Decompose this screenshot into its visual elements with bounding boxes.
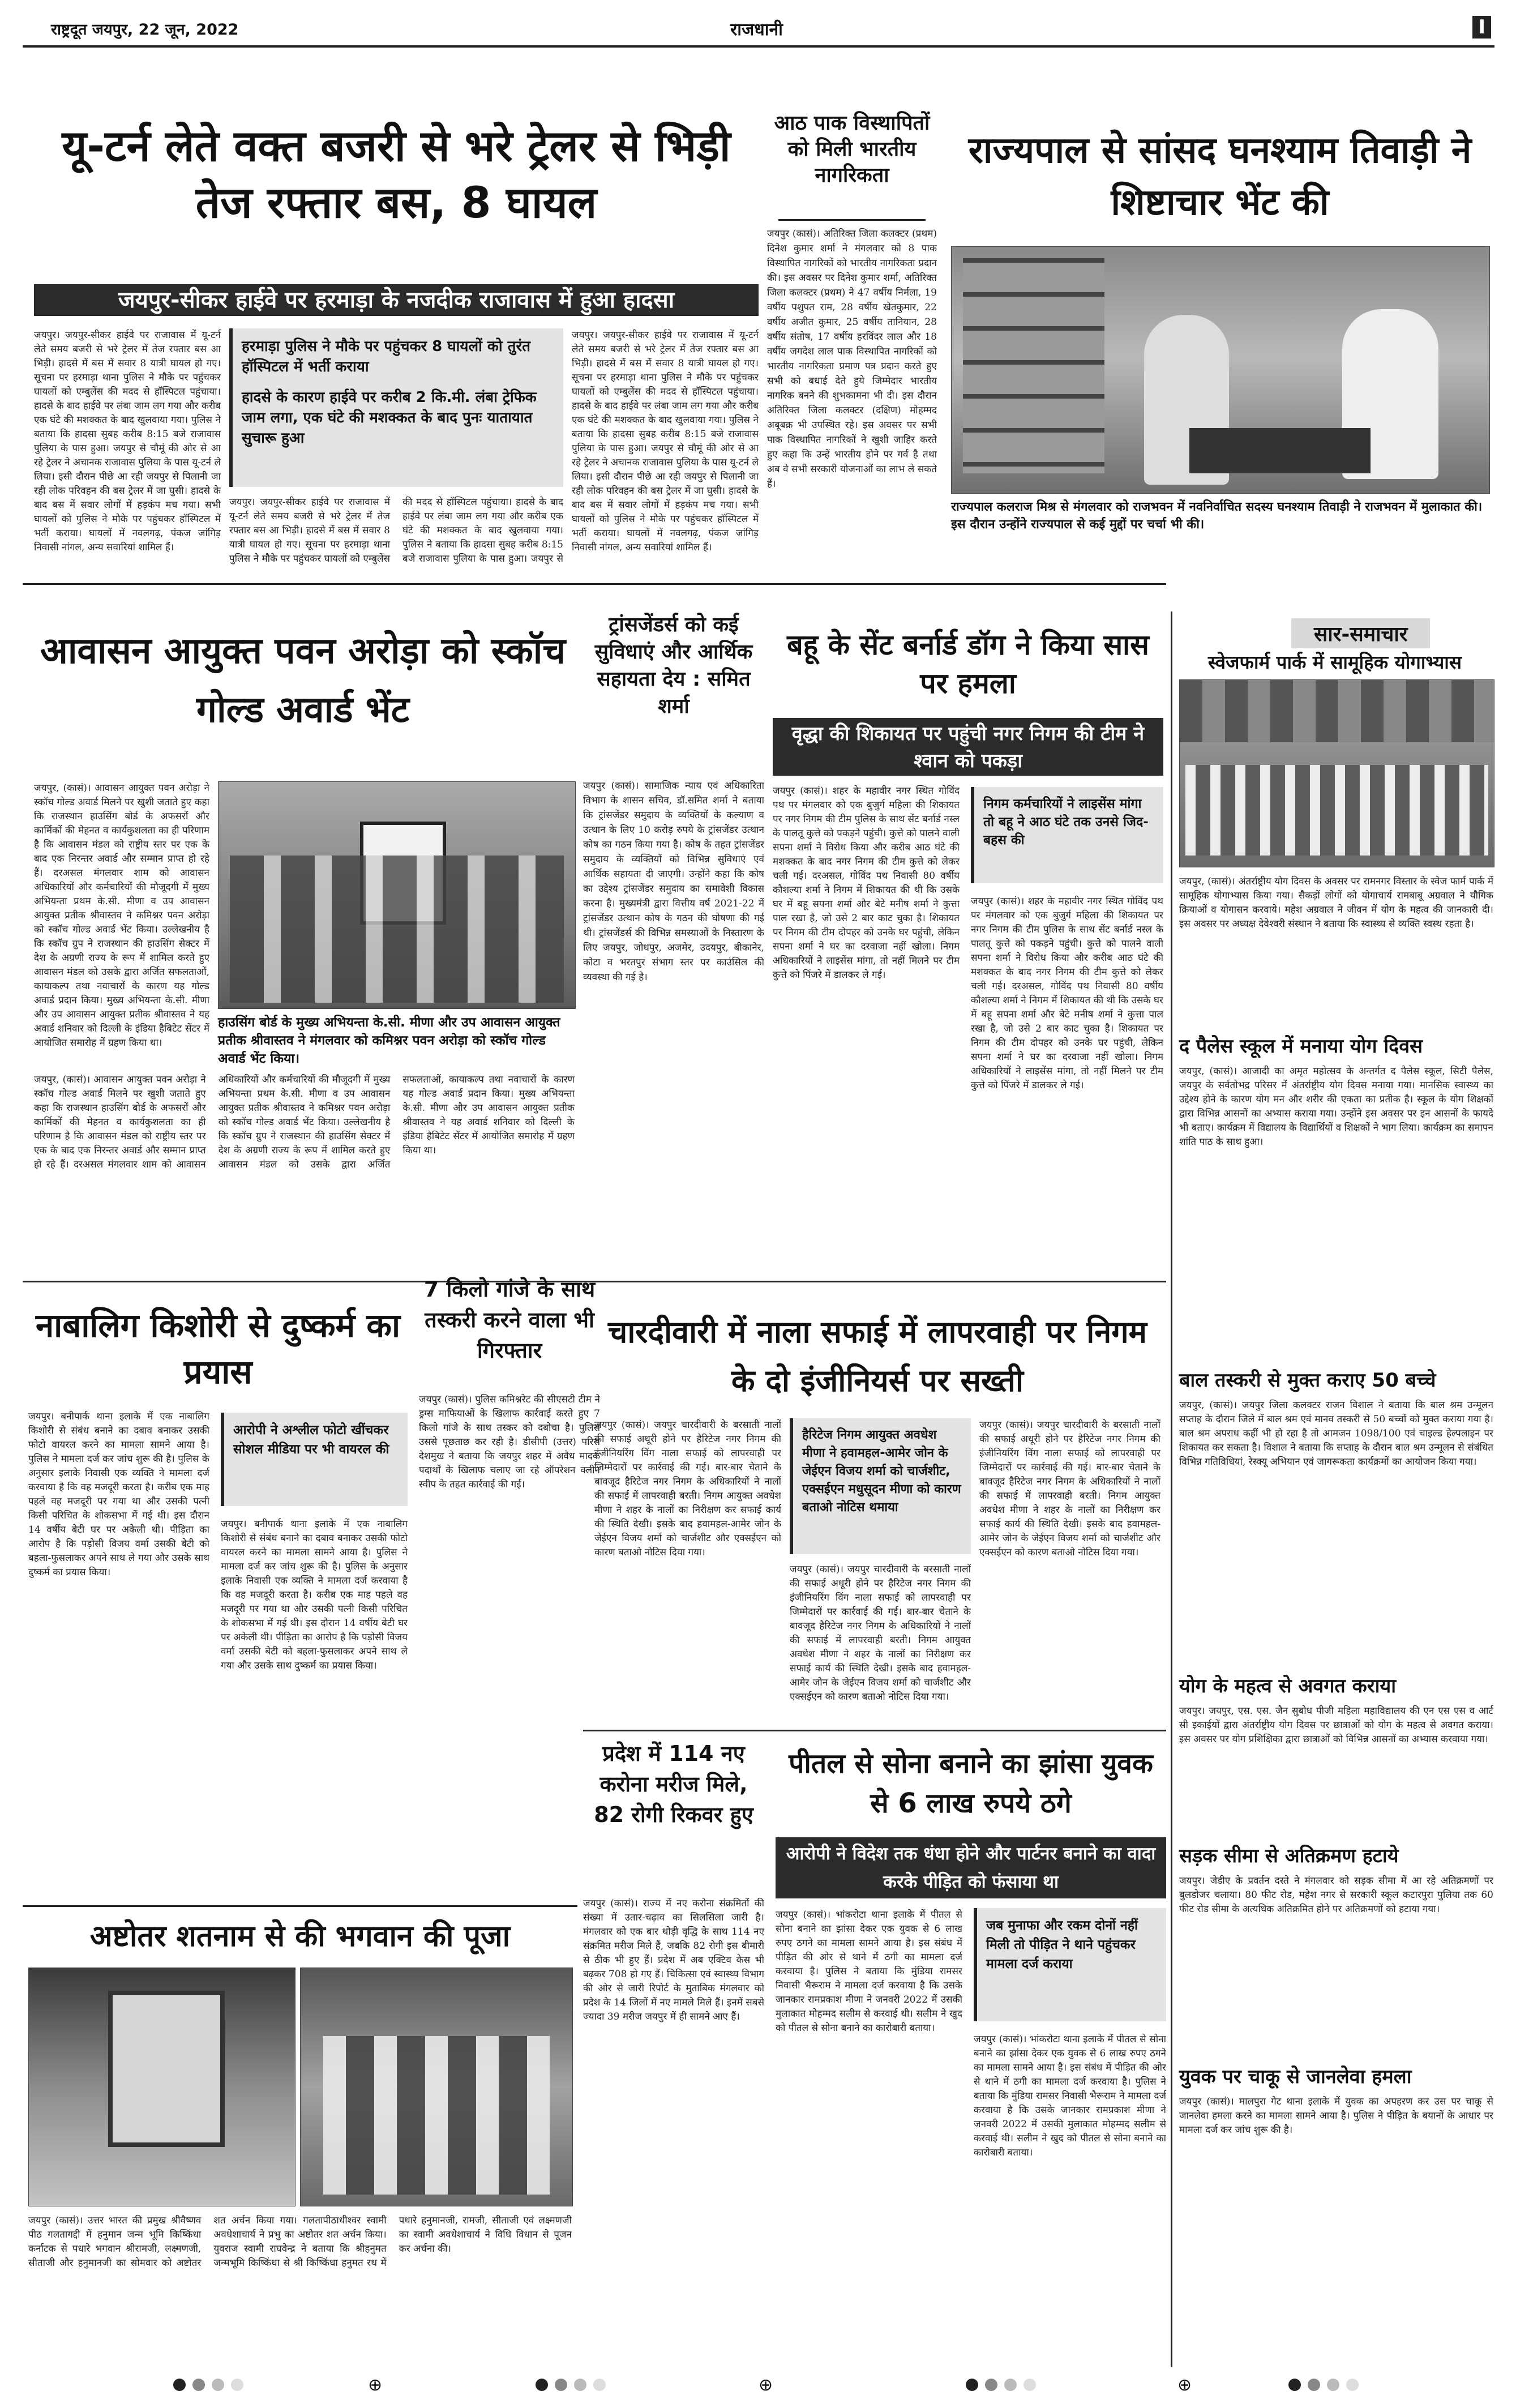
registration-dots-center <box>532 2379 609 2391</box>
story-body-col3: जयपुर (कासं)। जयपुर चारदीवारी के बरसाती नालों की सफाई अधूरी होने पर हैरिटेज नगर निगम की इंजीनियरिंग विंग नाला सफाई को लापरवाही पर जिम्मेदारों पर कार्रवाई की गई। बार-बार चेताने के बावजूद हैरिटेज नगर निगम के अधिकारियों ने नालों की सफाई में लापरवाही बरती। निगम आयुक्त अवधेश मीणा ने शहर के नालों का निरीक्षण कर सफाई कार्य की स्थिति देखी। इसके बाद हवामहल-आमेर जोन के जेईएन विजय शर्मा को चार्जशीट और एक्सईएन को कारण बताओ नोटिस दिया गया। <box>979 1419 1160 1558</box>
summary-item-5-body: जयपुर। जेडीए के प्रवर्तन दस्ते ने मंगलवार को सड़क सीमा में आ रहे अतिक्रमणों पर बुलडोजर चलाया। 80 फीट रोड, महेश नगर से सरकारी स्कूल कटारपुरा पुलिया तक 60 फीट रोड सीमा के अत्यधिक अतिक्रमित होने पर अतिक्रमणों को हटाया गया। <box>1179 1875 1493 1915</box>
color-dot <box>985 2379 997 2391</box>
headline: आवासन आयुक्त पवन अरोड़ा को स्कॉच गोल्ड अवार्ड भेंट <box>40 630 566 731</box>
photo-bookshelf <box>963 258 1104 473</box>
header-page-number: I <box>1472 16 1491 39</box>
divider <box>778 219 926 221</box>
summary-item-1-title: स्वेजफार्म पार्क में सामूहिक योगाभ्यास <box>1207 651 1462 673</box>
crosshair-mark: ⊕ <box>368 2375 383 2395</box>
story-body: जयपुर (कासं)। पुलिस कमिश्नरेट की सीएसटी टीम ने ड्रग्स माफियाओं के खिलाफ कार्रवाई करते हुए 7 किलो गांजे के साथ तस्कर को दबोचा है। पुलिस उससे पूछताछ कर रही है। डीसीपी (उत्तर) परिस देशमुख ने बताया कि जयपुर शहर में अवैध मादक पदार्थों के खिलाफ चलाए जा रहे ऑपरेशन क्लीन स्वीप के तहत कार्रवाई की गई। <box>419 1394 600 1490</box>
story-drain-cleaning <box>583 1297 1166 1727</box>
headline: ट्रांसजेंडर्स को कई सुविधाएं और आर्थिक सहायता देय : समित शर्मा <box>594 613 753 718</box>
row-divider-3 <box>583 1730 1166 1731</box>
color-dot <box>1004 2379 1017 2391</box>
callout-box: जब मुनाफा और रकम दोनों नहीं मिली तो पीड़ित ने थाने पहुंचकर मामला दर्ज कराया <box>974 1908 1166 2021</box>
sub-headline-strap: आरोपी ने विदेश तक धंधा होने और पार्टनर बनाने का वादा करके पीड़ित को फंसाया था <box>776 1837 1166 1898</box>
story-body: जयपुर (कासं)। सामाजिक न्याय एवं अधिकारिता विभाग के शासन सचिव, डॉ.समित शर्मा ने बताया कि ट्रांसजेंडर समुदाय के व्यक्तियों के कल्याण व उत्थान के लिए 10 करोड़ रुपये के ट्रांसजेंडर उत्थान कोष का गठन किया गया है। कोष के तहत ट्रांसजेंडर समुदाय के व्यक्तियों को विभिन्न सुविधाएं एवं आर्थिक सहायता दी जाएगी। उन्होंने कहा कि कोष का उद्देश्य ट्रांसजेंडर समुदाय का समावेशी विकास करना है। मुख्यमंत्री द्वारा वित्तीय वर्ष 2021-22 में ट्रांसजेंडर उत्थान कोष के गठन की घोषणा की गई थी। ट्रांसजेंडर्स की विभिन्न समस्याओं के निस्तारण के लिए जयपुर, जोधपुर, अजमेर, उदयपुर, बीकानेर, कोटा व भरतपुर संभाग स्तर पर काउंसिल की व्यवस्था की गई है। <box>583 780 764 983</box>
story-bus-accident <box>28 113 764 564</box>
story-body-col2: जयपुर (कासं)। भांकरोटा थाना इलाके में पीतल से सोना बनाने का झांसा देकर एक युवक से 6 लाख रुपए ठगने का मामला सामने आया है। इस संबंध में पीड़ित की ओर से थाने में ठगी का मामला दर्ज करवाया है। पुलिस ने बताया कि मुंडिया रामसर निवासी भैरूराम ने मामला दर्ज करवाया है कि उसके जानकार रामप्रकाश मीणा ने जनवरी 2022 में उसकी मुलाकात मोहम्मद सलीम से करवाई थी। सलीम ने खुद को पीतल से सोना बनाने का कारोबारी बताया। <box>974 2034 1166 2158</box>
story-ganja-arrest <box>419 1274 606 1902</box>
headline: आठ पाक विस्थापितों को मिली भारतीय नागरिकता <box>774 112 930 187</box>
summary-item-1-body: जयपुर, (कासं)। अंतर्राष्ट्रीय योग दिवस के अवसर पर रामनगर विस्तार के स्वेज फार्म पार्क में सामूहिक योगाभ्यास किया गया। सैकड़ों लोगों को योगाचार्य रामबाबू अग्रवाल ने यौगिक क्रियाओं व योगासन करवाये। महेश अग्रवाल ने जीवन में योग के महत्व की जानकारी दी। इस अवसर पर अध्यक्ष देवेश्वरी संस्थान ने बताया कि स्वास्थ्य से व्यक्ति स्वस्थ रहता है। <box>1179 876 1493 930</box>
headline: यू-टर्न लेते वक्त बजरी से भरे ट्रेलर से भिड़ी तेज रफ्तार बस, 8 घायल <box>62 121 731 228</box>
headline: अष्टोतर शतनाम से की भगवान की पूजा <box>89 1919 511 1953</box>
story-body-col4: जयपुर। जयपुर-सीकर हाईवे पर राजावास में यू-टर्न लेते समय बजरी से भरे ट्रेलर में तेज रफ्तार बस आ भिड़ी। हादसे में बस में सवार 8 यात्री घायल हो गए। सूचना पर हरमाड़ा थाना पुलिस ने मौके पर पहुंचकर घायलों को एम्बुलेंस की मदद से हॉस्पिटल पहुंचाया। हादसे के बाद हाईवे पर लंबा जाम लग गया और करीब एक घंटे की मशक्कत के बाद खुलवाया गया। पुलिस ने बताया कि हादसा सुबह करीब 8:15 बजे राजावास पुलिया के पास हुआ। जयपुर से चौमूं की ओर से आ रहे ट्रेलर ने अचानक राजावास पुलिया के पास यू-टर्न ले लिया। इसी दौरान पीछे आ रही जयपुर से पिलानी जा रही लोक परिवहन की बस ट्रेलर में जा घुसी। हादसे के बाद बस में सवार लोगों में हड़कंप मच गया। सभी घायलों को पुलिस ने मौके पर पहुंचकर हॉस्पिटल में भर्ती कराया। घायलों में नवलगढ़, पंकज जांगिड़ निवासी नांगल, अन्य सवारियां शामिल हैं। <box>572 330 759 553</box>
header-section: राजधानी <box>730 20 783 40</box>
story-body: जयपुर (कासं)। अतिरिक्त जिला कलक्टर (प्रथम) दिनेश कुमार शर्मा ने मंगलवार को 8 पाक विस्थापित नागरिकों को भारतीय नागरिकता प्रदान की। इस अवसर पर दिनेश कुमार शर्मा, अतिरिक्त जिला कलक्टर (प्रथम) ने 47 वर्षीय निर्मला, 19 वर्षीय पशुपत राम, 28 वर्षीय खेतकुमार, 22 वर्षीय अजीत कुमार, 25 वर्षीय तानियान, 28 वर्षीय संतोष, 17 वर्षीय हरविंदर लाल और 18 वर्षीय जगदेश लाल पाक विस्थापित नागरिकों को भारतीय नागरिकता प्रमाण पत्र प्रदान करते हुए सभी को बधाई देते हुये जिम्मेदार भारतीय नागरिक बनने की शुभकामना भी दी। इस दौरान अतिरिक्त जिला कलक्टर (दक्षिण) मोहम्मद अबूबक्र भी उपस्थित रहे। इस अवसर पर सभी पाक विस्थापित नागरिकों ने खुशी जाहिर करते हुए कहा कि उन्हें भारतीय होने पर गर्व है तथा अब वे सभी सरकारी योजनाओं का लाभ ले सकते हैं। <box>767 228 937 490</box>
story-body-col1: जयपुर (कासं)। जयपुर चारदीवारी के बरसाती नालों की सफाई अधूरी होने पर हैरिटेज नगर निगम की इंजीनियरिंग विंग नाला सफाई को लापरवाही पर जिम्मेदारों पर कार्रवाई की गई। बार-बार चेताने के बावजूद हैरिटेज नगर निगम के अधिकारियों ने नालों की सफाई में लापरवाही बरती। निगम आयुक्त अवधेश मीणा ने शहर के नालों का निरीक्षण कर सफाई कार्य की स्थिति देखी। इसके बाद हवामहल-आमेर जोन के जेईएन विजय शर्मा को चार्जशीट और एक्सईएन को कारण बताओ नोटिस दिया गया। <box>594 1419 781 1558</box>
photo-temple-right <box>300 1968 573 2206</box>
story-body: जयपुर (कासं)। राज्य में नए करोना संक्रमितों की संख्या में उतार-चढ़ाव का सिलसिला जारी है। मंगलवार को एक बार थोड़ी वृद्धि के साथ 114 नए संक्रमित मरीज मिले हैं, जबकि 82 रोगी इस बीमारी से ठीक भी हुए हैं। प्रदेश में अब एक्टिव केस भी बढ़कर 708 हो गए हैं। चिकित्सा एवं स्वास्थ्य विभाग की ओर से जारी रिपोर्ट के मुताबिक मंगलवार को प्रदेश के 14 जिलों में नए मामले मिले हैं। इनमें सबसे ज्यादा 39 मरीज जयपुर में ही सामने आए हैं। <box>583 1898 764 2022</box>
color-dot <box>192 2379 205 2391</box>
color-dot <box>1327 2379 1339 2391</box>
color-dot <box>555 2379 567 2391</box>
summary-item-6-title: युवक पर चाकू से जानलेवा हमला <box>1179 2065 1412 2088</box>
story-gold-fraud <box>776 1738 1166 2350</box>
registration-dots-right <box>962 2379 1039 2391</box>
color-dot <box>1308 2379 1320 2391</box>
summary-item-6-body: जयपुर (कासं)। मालपुरा गेट थाना इलाके में युवक का अपहरण कर उस पर चाकू से जानलेवा हमला करने का मामला सामने आया है। पुलिस ने पीड़ित के बयानों के आधार पर मामला दर्ज कर जांच शुरू की है। <box>1179 2096 1493 2136</box>
photo-caption: राज्यपाल कलराज मिश्र से मंगलवार को राजभवन में नवनिर्वाचित सदस्य घनश्याम तिवाड़ी ने राजभवन में मुलाकात की। इस दौरान उन्होंने राज्यपाल से कई मुद्दों पर चर्चा भी की। <box>951 500 1483 532</box>
photo-temple-left <box>28 1968 296 2206</box>
photo-caption: हाउसिंग बोर्ड के मुख्य अभियन्ता के.सी. मीणा और उप आवासन आयुक्त प्रतीक श्रीवास्तव ने मंगलवार को कमिश्नर पवन अरोड़ा को स्कॉच गोल्ड अवार्ड भेंट किया। <box>218 1015 560 1066</box>
color-dot <box>173 2379 186 2391</box>
row-divider-1 <box>23 583 1166 585</box>
story-body-col1: जयपुर। जयपुर-सीकर हाईवे पर राजावास में यू-टर्न लेते समय बजरी से भरे ट्रेलर में तेज रफ्तार बस आ भिड़ी। हादसे में बस में सवार 8 यात्री घायल हो गए। सूचना पर हरमाड़ा थाना पुलिस ने मौके पर पहुंचकर घायलों को एम्बुलेंस की मदद से हॉस्पिटल पहुंचाया। हादसे के बाद हाईवे पर लंबा जाम लग गया और करीब एक घंटे की मशक्कत के बाद खुलवाया गया। पुलिस ने बताया कि हादसा सुबह करीब 8:15 बजे राजावास पुलिया के पास हुआ। जयपुर से चौमूं की ओर से आ रहे ट्रेलर ने अचानक राजावास पुलिया के पास यू-टर्न ले लिया। इसी दौरान पीछे आ रही जयपुर से पिलानी जा रही लोक परिवहन की बस ट्रेलर में जा घुसी। हादसे के बाद बस में सवार लोगों में हड़कंप मच गया। सभी घायलों को पुलिस ने मौके पर पहुंचकर हॉस्पिटल में भर्ती कराया। घायलों में नवलगढ़, पंकज जांगिड़ निवासी नांगल, अन्य सवारियां शामिल हैं। <box>34 330 221 553</box>
story-body-col1: जयपुर (कासं)। भांकरोटा थाना इलाके में पीतल से सोना बनाने का झांसा देकर एक युवक से 6 लाख रुपए ठगने का मामला सामने आया है। इस संबंध में पीड़ित की ओर से थाने में ठगी का मामला दर्ज करवाया है। पुलिस ने बताया कि मुंडिया रामसर निवासी भैरूराम ने मामला दर्ज करवाया है कि उसके जानकार रामप्रकाश मीणा ने जनवरी 2022 में उसकी मुलाकात मोहम्मद सलीम से करवाई थी। सलीम ने खुद को पीतल से सोना बनाने का कारोबारी बताया। <box>776 1909 962 2034</box>
color-dot <box>593 2379 606 2391</box>
story-temple-worship <box>28 1914 577 2355</box>
photo-table <box>1189 428 1371 473</box>
story-body-lower: जयपुर। जयपुर-सीकर हाईवे पर राजावास में यू-टर्न लेते समय बजरी से भरे ट्रेलर में तेज रफ्तार बस आ भिड़ी। हादसे में बस में सवार 8 यात्री घायल हो गए। सूचना पर हरमाड़ा थाना पुलिस ने मौके पर पहुंचकर घायलों को एम्बुलेंस की मदद से हॉस्पिटल पहुंचाया। हादसे के बाद हाईवे पर लंबा जाम लग गया और करीब एक घंटे की मशक्कत के बाद खुलवाया गया। पुलिस ने बताया कि हादसा सुबह करीब 8:15 बजे राजावास पुलिया के पास हुआ। जयपुर से <box>229 497 563 564</box>
summary-item-4-title: योग के महत्व से अवगत कराया <box>1179 1675 1396 1697</box>
summary-item-5-title: सड़क सीमा से अतिक्रमण हटाये <box>1179 1845 1399 1867</box>
header-rule <box>23 45 1494 48</box>
color-dot <box>966 2379 978 2391</box>
registration-dots-left <box>170 2379 247 2391</box>
callout-item-2: हादसे के कारण हाईवे पर करीब 2 कि.मी. लंबा ट्रेफिक जाम लगा, एक घंटे की मशक्कत के बाद पुनः यातायात सुचारू हुआ <box>242 389 537 447</box>
callout-box: आरोपी ने अश्लील फोटो खींचकर सोशल मीडिया पर भी वायरल की <box>221 1413 408 1506</box>
summary-item-3-body: जयपुर, (कासं)। जयपुर जिला कलक्टर राजन विशाल ने बताया कि बाल श्रम उन्मूलन सप्ताह के दौरान जिले में बाल श्रम एवं मानव तस्करी से 50 बच्चों को मुक्त कराया गया है। बाल श्रम अपराध कहीं भी हो रहा है तो आमजन 1098/100 एवं चाइल्ड हेल्पलाइन पर शिकायत कर सकता है। विशाल ने बताया कि सप्ताह के दौरान बाल श्रम उन्मूलन से संबंधित विभिन्न गतिविधियां, रेस्क्यू अभियान एवं जागरूकता कार्यक्रमों का आयोजन किया गया। <box>1179 1400 1493 1468</box>
headline: चारदीवारी में नाला सफाई में लापरवाही पर निगम के दो इंजीनियर्स पर सख्ती <box>608 1314 1147 1398</box>
story-governor-meeting <box>945 113 1500 583</box>
story-body-col2: जयपुर (कासं)। शहर के महावीर नगर स्थित गोविंद पथ पर मंगलवार को एक बुजुर्ग महिला की शिकायत पर नगर निगम की टीम पुलिस के साथ सेंट बर्नार्ड नस्ल के पालतू कुत्ते को पकड़ने पहुंची। कुत्ते को पालने वाली सपना शर्मा ने विरोध किया और करीब आठ घंटे की मशक्कत के बाद नगर निगम की टीम कुत्ते को लेकर चली गई। दरअसल, गोविंद पथ निवासी 80 वर्षीय कौशल्या शर्मा ने निगम में शिकायत की थी कि उसके घर में बहू सपना शर्मा और बेटे मनीष शर्मा ने कुत्ता पाल रखा है, जो उसे 2 बार काट चुका है। शिकायत पर निगम की टीम दोपहर को उनके घर पहुंची, लेकिन सपना शर्मा ने घर का दरवाजा नहीं खोला। निगम अधिकारियों ने लाइसेंस मांगा, तो नहीं मिलने पर टीम कुत्ते को पिंजरे में डालकर ले गई। <box>971 896 1163 1091</box>
registration-dots-far-right <box>1285 2379 1362 2391</box>
page-footer <box>23 2375 1494 2398</box>
story-body-col2: जयपुर। बनीपार्क थाना इलाके में एक नाबालिग किशोरी से संबंध बनाने का दबाव बनाकर उसकी फोटो वायरल करने का मामला सामने आया है। पुलिस ने मामला दर्ज कर जांच शुरू की है। पुलिस के अनुसार इलाके निवासी एक व्यक्ति ने मामला दर्ज करवाया है कि वह मजदूरी करता है। करीब एक माह पहले वह मजदूरी पर गया था और उसकी पत्नी किसी परिचित के शोकसभा में गई थी। इस दौरान 14 वर्षीय बेटी घर पर अकेली थी। पीड़िता का आरोप है कि पड़ोसी विजय वर्मा उसकी बेटी को बहला-फुसलाकर अपने साथ ले गया और उसके साथ दुष्कर्म का प्रयास किया। <box>221 1519 408 1671</box>
story-body-col1: जयपुर, (कासं)। आवासन आयुक्त पवन अरोड़ा ने स्कॉच गोल्ड अवार्ड मिलने पर खुशी जताते हुए कहा कि राजस्थान हाउसिंग बोर्ड के अफसरों और कार्मिकों की मेहनत व कार्यकुशलता का ही परिणाम है कि आवासन मंडल को राष्ट्रीय स्तर पर एक के बाद एक निरन्तर अवार्ड और सम्मान प्राप्त हो रहे हैं। दरअसल मंगलवार शाम को आवासन अधिकारियों और कर्मचारियों की मौजूदगी में मुख्य अभियन्ता प्रथम के.सी. मीणा व उप आवासन आयुक्त प्रतीक श्रीवास्तव ने कमिश्नर पवन अरोड़ा को स्कॉच गोल्ड अवार्ड भेंट किया। उल्लेखनीय है कि स्कॉच ग्रुप ने राजस्थान की हाउसिंग सेक्टर में देश के अग्रणी राज्य के रूप में शामिल करते हुए आवासन मंडल को उसके द्वारा अर्जित सफलताओं, कायाकल्प तथा नवाचारों के कारण यह गोल्ड अवार्ड प्रदान किया। मुख्य अभियन्ता के.सी. मीणा और उप आवासन आयुक्त प्रतीक श्रीवास्तव ने यह अवार्ड शनिवार को दिल्ली के इंडिया हैबिटेट सेंटर में आयोजित समारोह में ग्रहण किया था। <box>34 782 209 1049</box>
headline: पीतल से सोना बनाने का झांसा युवक से 6 लाख रुपये ठगे <box>789 1748 1153 1819</box>
color-dot <box>536 2379 548 2391</box>
headline: बहू के सेंट बर्नार्ड डॉग ने किया सास पर हमला <box>787 628 1149 700</box>
sub-headline-strap: वृद्धा की शिकायत पर पहुंची नगर निगम की टीम ने श्वान को पकड़ा <box>773 718 1163 776</box>
story-transgender-fund <box>583 611 770 1280</box>
story-corona-cases <box>583 1738 770 2350</box>
story-minor-assault <box>28 1297 413 1902</box>
story-body-lower: जयपुर, (कासं)। आवासन आयुक्त पवन अरोड़ा ने स्कॉच गोल्ड अवार्ड मिलने पर खुशी जताते हुए कहा कि राजस्थान हाउसिंग बोर्ड के अफसरों और कार्मिकों की मेहनत व कार्यकुशलता का ही परिणाम है कि आवासन मंडल को राष्ट्रीय स्तर पर एक के बाद एक निरन्तर अवार्ड और सम्मान प्राप्त हो रहे हैं। दरअसल मंगलवार शाम को आवासन अधिकारियों और कर्मचारियों की मौजूदगी में मुख्य अभियन्ता प्रथम के.सी. मीणा व उप आवासन आयुक्त प्रतीक श्रीवास्तव ने कमिश्नर पवन अरोड़ा को स्कॉच गोल्ड अवार्ड भेंट किया। उल्लेखनीय है कि स्कॉच ग्रुप ने राजस्थान की हाउसिंग सेक्टर में देश के अग्रणी राज्य के रूप में शामिल करते हुए आवासन मंडल को उसके द्वारा अर्जित सफलताओं, कायाकल्प तथा नवाचारों के कारण यह गोल्ड अवार्ड प्रदान किया। मुख्य अभियन्ता के.सी. मीणा और उप आवासन आयुक्त प्रतीक श्रीवास्तव ने यह अवार्ड शनिवार को दिल्ली के इंडिया हैबिटेट सेंटर में आयोजित समारोह में ग्रहण किया था। <box>34 1074 575 1170</box>
callout-item-1: हरमाड़ा पुलिस ने मौके पर पहुंचकर 8 घायलों को तुरंत हॉस्पिटल में भर्ती कराया <box>242 338 530 375</box>
photo-award-ceremony <box>218 781 576 1009</box>
color-dot <box>1023 2379 1036 2391</box>
story-body-col1: जयपुर। बनीपार्क थाना इलाके में एक नाबालिग किशोरी से संबंध बनाने का दबाव बनाकर उसकी फोटो वायरल करने का मामला सामने आया है। पुलिस ने मामला दर्ज कर जांच शुरू की है। पुलिस के अनुसार इलाके निवासी एक व्यक्ति ने मामला दर्ज करवाया है कि वह मजदूरी करता है। करीब एक माह पहले वह मजदूरी पर गया था और उसकी पत्नी किसी परिचित के शोकसभा में गई थी। इस दौरान 14 वर्षीय बेटी घर पर अकेली थी। पीड़िता का आरोप है कि पड़ोसी विजय वर्मा उसकी बेटी को बहला-फुसलाकर अपने साथ ले गया और उसके साथ दुष्कर्म का प्रयास किया। <box>28 1411 209 1578</box>
story-pak-citizenship <box>767 110 943 580</box>
page-header <box>23 16 1494 43</box>
story-body-col2: जयपुर (कासं)। जयपुर चारदीवारी के बरसाती नालों की सफाई अधूरी होने पर हैरिटेज नगर निगम की इंजीनियरिंग विंग नाला सफाई को लापरवाही पर जिम्मेदारों पर कार्रवाई की गई। बार-बार चेताने के बावजूद हैरिटेज नगर निगम के अधिकारियों ने नालों की सफाई में लापरवाही बरती। निगम आयुक्त अवधेश मीणा ने शहर के नालों का निरीक्षण कर सफाई कार्य की स्थिति देखी। इसके बाद हवामहल-आमेर जोन के जेईएन विजय शर्मा को चार्जशीट और एक्सईएन को कारण बताओ नोटिस दिया गया। <box>790 1564 971 1703</box>
callout-box <box>229 328 563 487</box>
color-dot <box>574 2379 586 2391</box>
story-body-col1: जयपुर (कासं)। शहर के महावीर नगर स्थित गोविंद पथ पर मंगलवार को एक बुजुर्ग महिला की शिकायत पर नगर निगम की टीम पुलिस के साथ सेंट बर्नार्ड नस्ल के पालतू कुत्ते को पकड़ने पहुंची। कुत्ते को पालने वाली सपना शर्मा ने विरोध किया और करीब आठ घंटे की मशक्कत के बाद नगर निगम की टीम कुत्ते को लेकर चली गई। दरअसल, गोविंद पथ निवासी 80 वर्षीय कौशल्या शर्मा ने निगम में शिकायत की थी कि उसके घर में बहू सपना शर्मा और बेटे मनीष शर्मा ने कुत्ता पाल रखा है, जो उसे 2 बार काट चुका है। शिकायत पर निगम की टीम दोपहर को उनके घर पहुंची, लेकिन सपना शर्मा ने घर का दरवाजा नहीं खोला। निगम अधिकारियों ने लाइसेंस मांगा, तो नहीं मिलने पर टीम कुत्ते को पिंजरे में डालकर ले गई। <box>773 785 960 981</box>
photo-yoga-crowd <box>1185 765 1488 856</box>
color-dot <box>212 2379 224 2391</box>
photo-group <box>230 856 564 1003</box>
color-dot <box>1346 2379 1359 2391</box>
callout-box: निगम कर्मचारियों ने लाइसेंस मांगा तो बहू ने आठ घंटे तक उनसे जिद-बहस की <box>971 787 1163 883</box>
photo-yoga-park <box>1179 679 1494 867</box>
summary-item-2-title: द पैलेस स्कूल में मनाया योग दिवस <box>1179 1035 1423 1058</box>
summary-item-3-title: बाल तस्करी से मुक्त कराए 50 बच्चे <box>1179 1369 1436 1392</box>
headline: राज्यपाल से सांसद घनश्याम तिवाड़ी ने शिष्टाचार भेंट की <box>968 130 1472 224</box>
headline: 7 किलो गांजे के साथ तस्करी करने वाला भी गिरफ्तार <box>423 1277 596 1363</box>
story-body: जयपुर (कासं)। उत्तर भारत की प्रमुख श्रीवैष्णव पीठ गलतागद्दी में हनुमान जन्म भूमि किष्किंधा कर्नाटक से पधारे भगवान श्रीरामजी, लक्ष्मणजी, सीताजी और हनुमानजी का सोमवार को अष्टोतर शत अर्चन किया गया। गलतापीठाधीश्वर स्वामी अवधेशाचार्य ने प्रभु का अष्टोतर शत अर्चन किया। युवराज स्वामी राघवेन्द्र ने बताया कि श्रीहनुमत जन्मभूमि किष्किंधा से श्री किष्किंधा हनुमत रथ में पधारे हनुमानजी, रामजी, सीताजी एवं लक्ष्मणजी का स्वामी अवधेशाचार्य ने विधि विधान से पूजन कर अर्चना की। <box>28 2215 572 2269</box>
summary-item-4-body: जयपुर। जयपुर, एस. एस. जैन सुबोध पीजी महिला महाविद्यालय की एन एस एस व आर्ट सी इकाईयों द्वारा अंतर्राष्ट्रीय योग दिवस पर छात्राओं को योग के महत्व से अवगत कराया। इस अवसर पर योग प्रशिक्षिका द्वारा छात्राओं को विभिन्न आसनों का अभ्यास करवाया गया। <box>1179 1705 1493 1745</box>
story-scotch-award <box>28 611 580 1280</box>
header-dateline: राष्ट्रदूत जयपुर, 22 जून, 2022 <box>51 21 239 39</box>
photo-priests <box>323 2036 550 2195</box>
sub-headline-strap: जयपुर-सीकर हाईवे पर हरमाड़ा के नजदीक राजावास में हुआ हादसा <box>34 284 759 316</box>
headline: प्रदेश में 114 नए करोना मरीज मिले, 82 रोगी रिकवर हुए <box>594 1741 753 1827</box>
photo-trees <box>1180 680 1494 742</box>
photo-governor-meeting <box>951 246 1490 494</box>
callout-box: हैरिटेज निगम आयुक्त अवधेश मीणा ने हवामहल-आमेर जोन के जेईएन विजय शर्मा को चार्जशीट, एक्सईएन मधुसूदन मीणा को कारण बताओ नोटिस थमाया <box>790 1418 971 1554</box>
photo-shrine <box>108 1991 225 2147</box>
news-summary-sidebar <box>1171 611 1499 2367</box>
story-dog-attack <box>773 617 1166 1280</box>
summary-tag: सार-समाचार <box>1291 618 1430 648</box>
crosshair-mark: ⊕ <box>1177 2375 1192 2395</box>
summary-item-2-body: जयपुर, (कासं)। आजादी का अमृत महोत्सव के अन्तर्गत द पैलेस स्कूल, सिटी पैलेस, जयपुर के सर्वतोभद्र परिसर में अंतर्राष्ट्रीय योग दिवस मनाया गया। मानसिक स्वास्थ्य का उद्देश्य होने के कारण योग मन और शरीर की एकता का प्रतीक है। स्कूल के योग शिक्षकों द्वारा विभिन्न आसनों का अभ्यास कराया गया। उन्होंने इस अवसर पर इन आसनों के फायदे भी बताए। कार्यक्रम में विद्यालय के विद्यार्थियों व शिक्षकों ने भाग लिया। कार्यक्रम का समापन शांति पाठ के साथ हुआ। <box>1179 1066 1493 1148</box>
color-dot <box>231 2379 243 2391</box>
headline: नाबालिग किशोरी से दुष्कर्म का प्रयास <box>35 1306 400 1391</box>
color-dot <box>1288 2379 1301 2391</box>
row-divider-4 <box>23 1905 577 1907</box>
crosshair-mark: ⊕ <box>759 2375 773 2395</box>
